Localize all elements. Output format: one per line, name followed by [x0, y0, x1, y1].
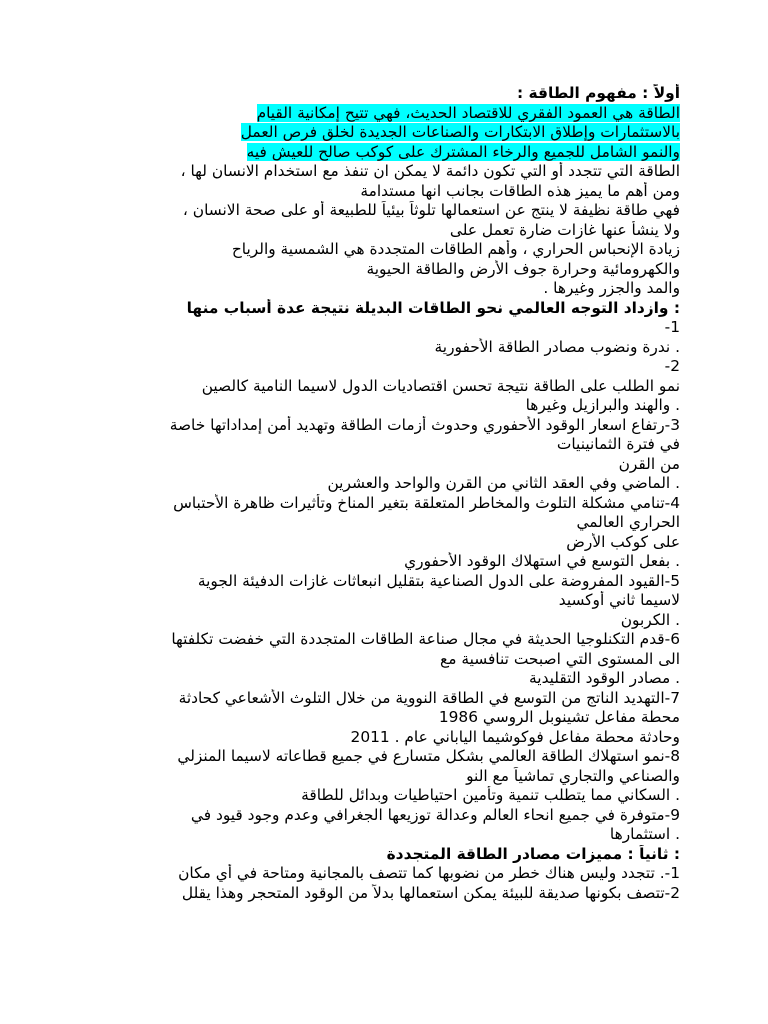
section-heading-reasons: : وازداد التوجه العالمي نحو الطاقات البديلة نتيجة عدة أسباب منها [186, 298, 680, 317]
list-item: في فترة الثمانينيات [556, 435, 680, 453]
paragraph-line: والمد والجزر وغيرها . [543, 279, 680, 297]
list-item: الى المستوى التي اصبحت تنافسية مع [440, 649, 680, 668]
list-item: 7-التهديد الناتج من التوسع في الطاقة النووية من خلال التلوث الأشعاعي كحادثة [178, 688, 680, 707]
section-heading-renewable-features: : ثانياً : مميزات مصادر الطاقة المتجددة [386, 844, 680, 863]
list-item: 4-تنامي مشكلة التلوث والمخاطر المتعلقة بتغير المناخ وتأثيرات ظاهرة الأحتباس [173, 493, 680, 512]
list-item: محطة مفاعل تشينوبل الروسي 1986 [438, 708, 680, 726]
list-item: . استثمارها [609, 825, 680, 843]
list-item: 2-تتصف بكونها صديقة للبيئة يمكن استعمالها بدلاً من الوقود المتحجر وهذا يقلل [181, 883, 680, 902]
paragraph-line: ومن أهم ما يميز هذه الطاقات بجانب انها مستدامة [360, 181, 680, 200]
list-item: نمو الطلب على الطاقة نتيجة تحسن اقتصاديات الدول لاسيما النامية كالصين [201, 376, 680, 395]
list-item: . ندرة ونضوب مصادر الطاقة الأحفورية [434, 337, 680, 356]
paragraph-line: الطاقة التي تتجدد أو التي تكون دائمة لا يمكن ان تنفذ مع استخدام الانسان لها ، [180, 162, 680, 180]
paragraph-line: والكهرومائية وحرارة جوف الأرض والطاقة الحيوية [366, 259, 680, 278]
list-item: 8-نمو استهلاك الطاقة العالمي بشكل متسارع في جميع قطاعاته لاسيما المنزلي [177, 747, 680, 765]
list-item: لاسيما ثاني أوكسيد [558, 591, 680, 609]
list-item: 9-متوفرة في جميع انحاء العالم وعدالة توزيعها الجغرافي وعدم وجود قيود في [190, 805, 680, 824]
paragraph-line: زيادة الإنحباس الحراري ، وأهم الطاقات المتجددة هي الشمسية والرياح [231, 240, 680, 258]
list-item: 3-رتفاع اسعار الوقود الأحفوري وحدوث أزمات الطاقة وتهديد أمن إمداداتها خاصة [169, 415, 680, 434]
highlighted-intro-line: الطاقة هي العمود الفقري للاقتصاد الحديث، فهي تتيح إمكانية القيام [256, 103, 680, 122]
list-item: 5-القيود المفروضة على الدول الصناعية بتقليل انبعاثات غازات الدفيئة الجوية [197, 571, 680, 590]
list-item: . مصادر الوقود التقليدية [529, 669, 680, 687]
paragraph-line: ولا ينشأ عنها غازات ضارة تعمل على [449, 220, 680, 239]
section-heading-energy-concept: أولاً : مفهوم الطاقة : [517, 84, 680, 102]
list-item: . الكربون [620, 610, 680, 629]
list-item: 1- [664, 318, 680, 336]
list-item: . بفعل التوسع في استهلاك الوقود الأحفوري [404, 552, 680, 570]
list-item: . والهند والبرازيل وغيرها [525, 396, 680, 414]
list-item: على كوكب الأرض [566, 532, 680, 551]
list-item: وحادثة محطة مفاعل فوكوشيما الياباني عام . 2011 [350, 727, 680, 746]
document-page [98, 84, 680, 903]
highlighted-intro-line: بالاستثمارات وإطلاق الابتكارات والصناعات الجديدة لخلق فرص العمل [240, 123, 680, 141]
highlighted-intro-line: والنمو الشامل للجميع والرخاء المشترك على كوكب صالح للعيش فيه [246, 142, 680, 161]
list-item: من القرن [618, 454, 680, 473]
list-item: 1-. تتجدد وليس هناك خطر من نضوبها كما تتصف بالمجانية ومتاحة في أي مكان [178, 864, 680, 882]
list-item: الحراري العالمي [576, 513, 680, 531]
paragraph-line: فهي طاقة نظيفة لا ينتج عن استعمالها تلوثاً بيئياً للطبيعة أو على صحة الانسان ، [182, 201, 680, 219]
list-item: . السكاني مما يتطلب تنمية وتأمين احتياطيات وبدائل للطاقة [301, 786, 680, 804]
list-item: 2- [664, 357, 680, 375]
list-item: . الماضي وفي العقد الثاني من القرن والواحد والعشرين [327, 474, 680, 492]
list-item: والصناعي والتجاري تماشياً مع النو [466, 766, 680, 785]
list-item: 6-قدم التكنلوجيا الحديثة في مجال صناعة الطاقات المتجددة التي خفضت تكلفتها [171, 630, 680, 648]
